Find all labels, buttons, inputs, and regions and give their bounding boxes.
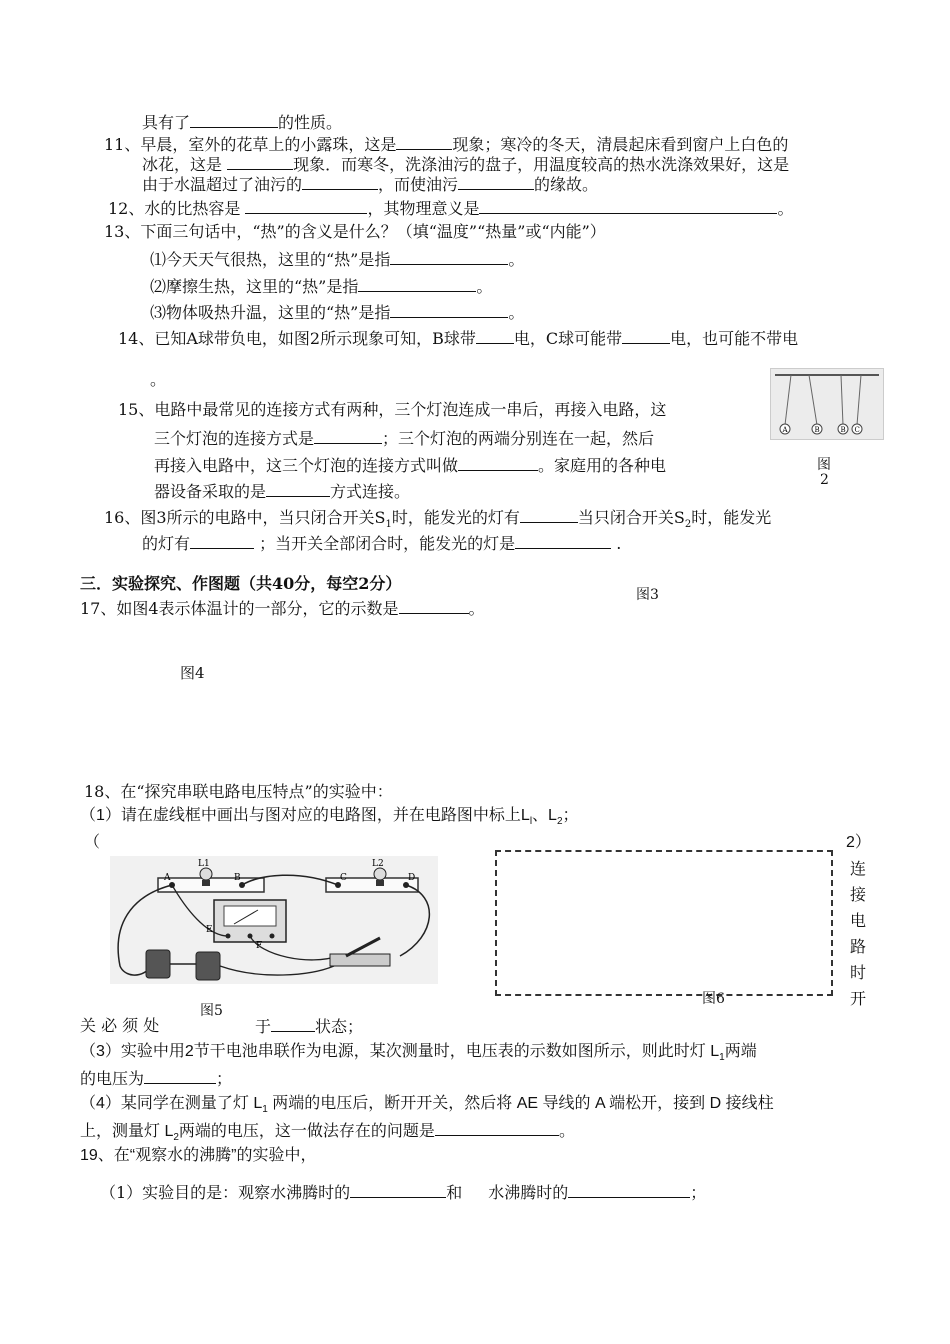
q15-line-1: 15、电路中最常见的连接方式有两种，三个灯泡连成一串后，再接入电路，这 — [118, 400, 667, 419]
ball-label: C — [854, 426, 860, 434]
answer-blank[interactable] — [390, 302, 508, 318]
q13-item-1: ⑴今天天气很热，这里的“热”是指 。 — [150, 250, 525, 269]
answer-blank[interactable] — [266, 481, 330, 497]
q18-part-4-line-1: （4）某同学在测量了灯 $L_1$ 两端的电压后，断开开关，然后将 AE 导线的 A 端松开，接到 D 接线柱 — [80, 1095, 774, 1116]
answer-blank[interactable] — [190, 533, 254, 549]
ball-label: B — [840, 426, 846, 434]
terminal-label: D — [408, 873, 416, 883]
answer-blank[interactable] — [622, 328, 670, 344]
section-3-heading: 三．实验探究、作图题（共40分，每空2分） — [80, 574, 402, 593]
q18-part-3-line-2: 的电压为 ； — [80, 1068, 232, 1090]
q15-line-3: 再接入电路中，这三个灯泡的连接方式叫做 。家庭用的各种电 — [154, 456, 667, 475]
figure-4-label: 图4 — [180, 664, 205, 682]
answer-blank[interactable] — [458, 455, 538, 471]
q18-part-2-tail-2: 于 状态； — [255, 1017, 364, 1036]
q10-tail: 具有了 的性质。 — [142, 113, 343, 132]
q14-line-1: 14、已知A球带负电，如图2所示现象可知，B球带 电，C球可能带 电，也可能不带电 — [118, 329, 799, 348]
q18-part-2-char: 连 — [849, 859, 866, 878]
terminal-label: B — [234, 873, 241, 883]
lamp-label-l2: L2 — [372, 859, 384, 869]
terminal-label: F — [256, 941, 263, 951]
answer-blank[interactable] — [515, 533, 611, 549]
answer-blank[interactable] — [144, 1068, 216, 1084]
q12: 12、水的比热容是 ，其物理意义是 。 — [108, 199, 794, 218]
q18-part-2-tail: 关 必 须 处 — [80, 1016, 160, 1035]
q11-line-3: 由于水温超过了油污的 ，而使油污 的缘故。 — [142, 175, 599, 194]
answer-blank[interactable] — [479, 198, 777, 214]
answer-blank[interactable] — [399, 598, 469, 614]
q18-part-2-char: 电 — [849, 911, 866, 930]
answer-blank[interactable] — [302, 174, 378, 190]
figure-5-circuit-photo — [110, 856, 438, 984]
q15-line-4: 器设备采取的是 方式连接。 — [154, 482, 411, 501]
q18-part-1: （1）请在虚线框中画出与图对应的电路图，并在电路图中标上$L_l$、$L_2$； — [80, 807, 579, 828]
q16-line-1: 16、图3所示的电路中，当只闭合开关$S_1$时，能发光的灯有 当只闭合开关$S_2$时，能发光 — [104, 508, 772, 531]
answer-blank[interactable] — [350, 1182, 446, 1198]
figure-3-label: 图3 — [636, 587, 659, 603]
terminal-label: C — [340, 873, 347, 883]
q15-line-2: 三个灯泡的连接方式是 ；三个灯泡的两端分别连在一起，然后 — [154, 429, 655, 448]
answer-blank[interactable] — [271, 1016, 315, 1032]
terminal-label: A — [164, 873, 171, 883]
answer-blank[interactable] — [458, 174, 534, 190]
answer-blank[interactable] — [435, 1120, 559, 1136]
q18-part-3-line-1: （3）实验中用2节干电池串联作为电源，某次测量时，电压表的示数如图所示，则此时灯 $L_1$两端 — [80, 1043, 757, 1064]
ball-label: A — [782, 426, 788, 434]
q13-item-3: ⑶物体吸热升温，这里的“热”是指 。 — [150, 303, 525, 322]
answer-blank[interactable] — [520, 507, 578, 523]
q11-line-1: 11、早晨，室外的花草上的小露珠，这是 现象；寒冷的冬天，清晨起床看到窗户上白色的 — [104, 135, 789, 154]
q13-item-2: ⑵摩擦生热，这里的“热”是指 。 — [150, 277, 493, 296]
q17: 17、如图4表示体温计的一部分，它的示数是 。 — [80, 599, 485, 618]
figure-6-label: 图6 — [702, 991, 725, 1007]
q13-stem: 13、下面三句话中，“热”的含义是什么？（填“温度”“热量”或“内能”） — [104, 222, 606, 241]
answer-blank[interactable] — [314, 428, 382, 444]
q18-part-2-char: 开 — [849, 989, 866, 1008]
answer-blank[interactable] — [396, 134, 452, 150]
figure-2-number: 2 — [820, 472, 829, 488]
answer-blank[interactable] — [227, 154, 293, 170]
q14-line-2: 。 — [150, 370, 167, 389]
q18-part-2-open: （ — [84, 832, 101, 851]
terminal-label: E — [206, 925, 213, 935]
q19-part-1: （1）实验目的是：观察水沸腾时的 和 水沸腾时的 ； — [100, 1183, 707, 1202]
answer-blank[interactable] — [390, 249, 508, 265]
q18-part-2-char: 路 — [849, 937, 866, 956]
answer-blank[interactable] — [476, 328, 514, 344]
answer-blank[interactable] — [358, 276, 476, 292]
q18-part-2-char: 接 — [849, 885, 866, 904]
ball-label: B — [814, 426, 820, 434]
q18-part-4-line-2: 上，测量灯 $L_2$两端的电压，这一做法存在的问题是 。 — [80, 1120, 575, 1148]
q19-stem: 19、在“观察水的沸腾”的实验中， — [80, 1147, 317, 1164]
q18-stem: 18、在“探究串联电路电压特点”的实验中： — [84, 782, 393, 801]
figure-5-label: 图5 — [200, 1003, 223, 1019]
q11-line-2: 冰花，这是 现象．而寒冬，洗涤油污的盘子，用温度较高的热水洗涤效果好，这是 — [142, 155, 790, 174]
figure-2-label: 图 — [817, 457, 831, 473]
lamp-label-l1: L1 — [198, 859, 210, 869]
answer-blank[interactable] — [245, 198, 367, 214]
q18-part-2-char: 时 — [849, 963, 866, 982]
q16-line-2: 的灯有 ；当开关全部闭合时，能发光的灯是 . — [142, 534, 622, 553]
answer-blank[interactable] — [190, 112, 278, 128]
figure-2-pendulums — [770, 368, 884, 440]
circuit-drawing-box[interactable] — [495, 850, 833, 996]
answer-blank[interactable] — [568, 1182, 690, 1198]
q18-part-2-number: 2） — [846, 834, 871, 851]
